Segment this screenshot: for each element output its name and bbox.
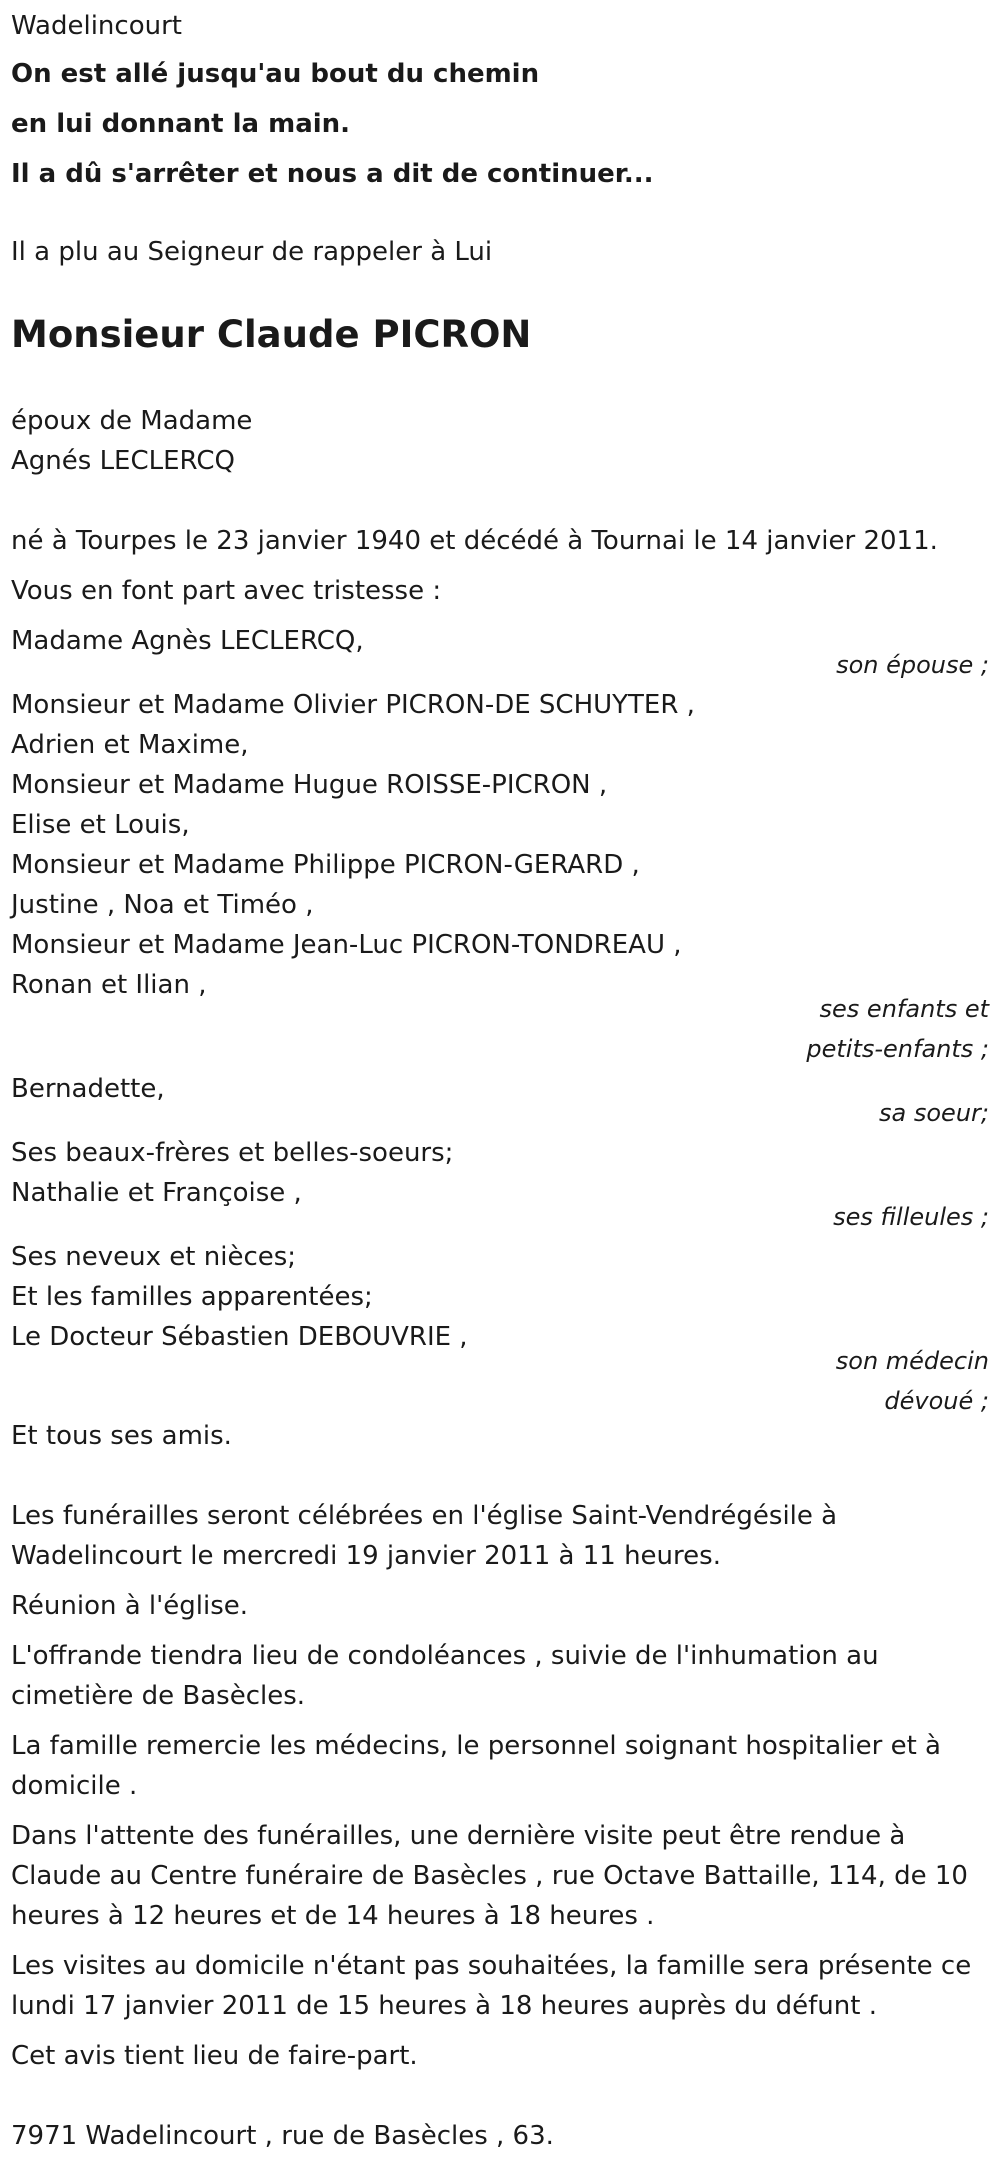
wife-name: Madame Agnès LECLERCQ, (11, 626, 364, 656)
godchildren-role: ses filleules ; (833, 1203, 989, 1231)
birth-death-text: né à Tourpes le 23 janvier 1940 et décédé à Tournai le 14 janvier 2011. (11, 526, 938, 556)
child-line-7: Monsieur et Madame Jean-Luc PICRON-TONDREAU , (11, 930, 682, 960)
funeral-p6-line-2: lundi 17 janvier 2011 de 15 heures à 18 heures auprès du défunt . (11, 1991, 877, 2021)
doctor-role-2: dévoué ; (884, 1387, 989, 1415)
others-line-2: Et les familles apparentées; (11, 1282, 373, 1312)
friends-text: Et tous ses amis. (11, 1421, 232, 1451)
funeral-p1-line-2: Wadelincourt le mercredi 19 janvier 2011 à 11 heures. (11, 1541, 721, 1571)
child-line-6: Justine , Noa et Timéo , (11, 890, 314, 920)
poem-line-1: On est allé jusqu'au bout du chemin (11, 59, 540, 89)
spouse-line-1: époux de Madame (11, 406, 253, 436)
spouse-line-2: Agnés LECLERCQ (11, 446, 235, 476)
funeral-p4-line-1: La famille remercie les médecins, le personnel soignant hospitalier et à (11, 1731, 941, 1761)
child-line-8: Ronan et Ilian , (11, 970, 207, 1000)
funeral-p2-line-1: Réunion à l'église. (11, 1591, 249, 1621)
poem-line-3: Il a dû s'arrêter et nous a dit de continuer... (11, 159, 654, 189)
poem-line-2: en lui donnant la main. (11, 109, 351, 139)
funeral-p5-line-2: Claude au Centre funéraire de Basècles , rue Octave Battaille, 114, de 10 (11, 1861, 968, 1891)
funeral-p5-line-3: heures à 12 heures et de 14 heures à 18 heures . (11, 1901, 655, 1931)
header-place: Wadelincourt (11, 11, 182, 41)
children-role-1: ses enfants et (819, 995, 989, 1023)
funeral-p7-line-1: Cet avis tient lieu de faire-part. (11, 2041, 418, 2071)
sister-name: Bernadette, (11, 1074, 165, 1104)
doctor-role-1: son médecin (835, 1347, 989, 1375)
others-line-1: Ses neveux et nièces; (11, 1242, 297, 1272)
intro-text: Il a plu au Seigneur de rappeler à Lui (11, 237, 493, 267)
child-line-2: Adrien et Maxime, (11, 730, 249, 760)
wife-role: son épouse ; (836, 651, 989, 679)
child-line-3: Monsieur et Madame Hugue ROISSE-PICRON , (11, 770, 608, 800)
godchildren-line-1: Ses beaux-frères et belles-soeurs; (11, 1138, 454, 1168)
address-text: 7971 Wadelincourt , rue de Basècles , 63. (11, 2121, 554, 2151)
funeral-p4-line-2: domicile . (11, 1771, 138, 1801)
funeral-p6-line-1: Les visites au domicile n'étant pas souhaitées, la famille sera présente ce (11, 1951, 972, 1981)
children-role-2: petits-enfants ; (806, 1035, 989, 1063)
child-line-4: Elise et Louis, (11, 810, 190, 840)
funeral-p3-line-1: L'offrande tiendra lieu de condoléances , suivie de l'inhumation au (11, 1641, 879, 1671)
funeral-p3-line-2: cimetière de Basècles. (11, 1681, 306, 1711)
godchildren-line-2: Nathalie et Françoise , (11, 1178, 302, 1208)
sister-role: sa soeur; (879, 1099, 989, 1127)
funeral-p5-line-1: Dans l'attente des funérailles, une dernière visite peut être rendue à (11, 1821, 906, 1851)
funeral-p1-line-1: Les funérailles seront célébrées en l'église Saint-Vendrégésile à (11, 1501, 838, 1531)
announce-text: Vous en font part avec tristesse : (11, 576, 442, 606)
child-line-1: Monsieur et Madame Olivier PICRON-DE SCHUYTER , (11, 690, 695, 720)
others-line-3: Le Docteur Sébastien DEBOUVRIE , (11, 1322, 468, 1352)
child-line-5: Monsieur et Madame Philippe PICRON-GERARD , (11, 850, 640, 880)
deceased-name: Monsieur Claude PICRON (11, 313, 532, 356)
